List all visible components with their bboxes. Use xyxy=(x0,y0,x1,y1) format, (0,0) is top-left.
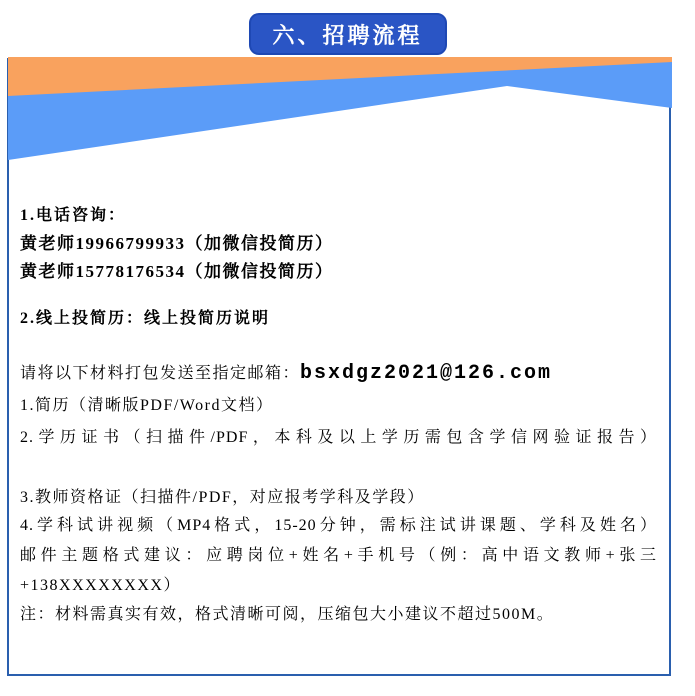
email-instruction-line xyxy=(20,364,552,384)
title-badge xyxy=(248,13,446,55)
note-line: 注：材料需真实有效，格式清晰可阅，压缩包大小建议不超过500M。 xyxy=(20,606,555,623)
email-instruction-text: 请将以下材料打包发送至指定邮箱： xyxy=(20,365,301,382)
online-section-heading: 2.线上投简历：线上投简历说明 xyxy=(20,310,271,327)
phone-section-heading: 1.电话咨询： xyxy=(20,207,127,224)
subject-format-line-1: 邮件主题格式建议：应聘岗位+姓名+手机号（例：高中语文教师+张三 xyxy=(20,547,657,564)
phone-contact-1: 黄老师19966799933（加微信投简历） xyxy=(20,234,334,253)
phone-contact-2: 黄老师15778176534（加微信投简历） xyxy=(20,262,334,281)
material-item-resume: 1.简历（清晰版PDF/Word文档） xyxy=(20,397,274,414)
material-item-diploma: 2.学历证书（扫描件/PDF，本科及以上学历需包含学信网验证报告） xyxy=(20,429,657,446)
decorative-ribbon xyxy=(7,55,673,165)
subject-format-line-2: +138XXXXXXXX） xyxy=(20,577,181,594)
material-item-trial-video: 4.学科试讲视频（MP4格式，15-20分钟，需标注试讲课题、学科及姓名） xyxy=(20,517,657,534)
page-title: 六、招聘流程 xyxy=(272,22,423,48)
material-item-teacher-certificate: 3.教师资格证（扫描件/PDF，对应报考学科及学段） xyxy=(20,489,425,506)
email-address: bsxdgz2021@126.com xyxy=(300,362,553,385)
